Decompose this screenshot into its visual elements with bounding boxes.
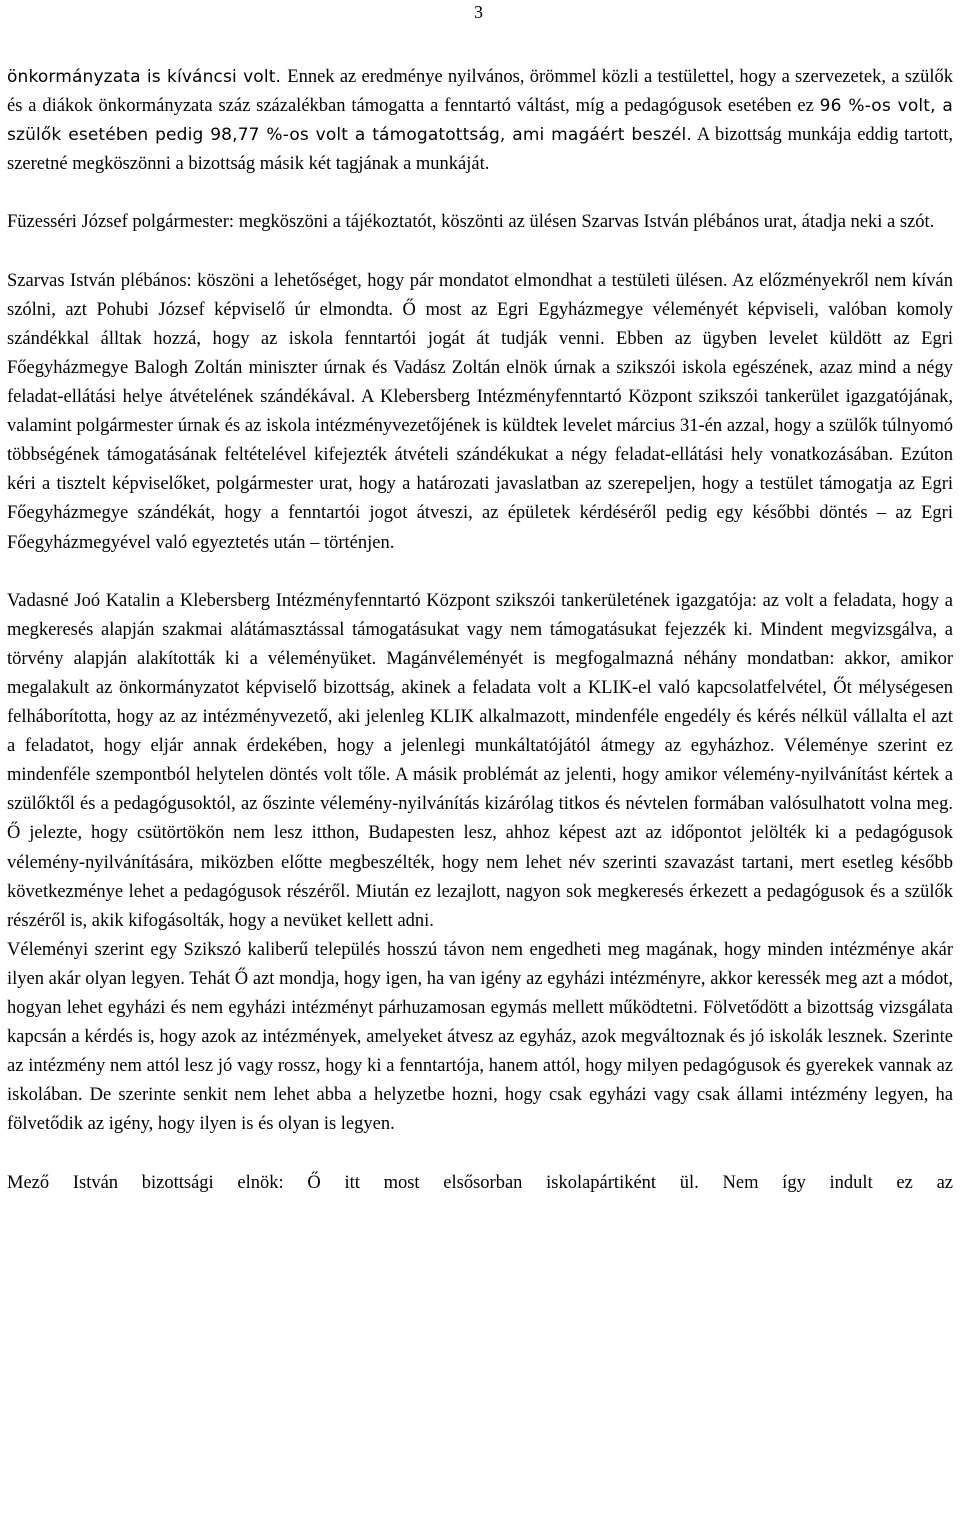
text-segment: Füzesséri József polgármester: megköszöni a tájékoztatót, köszönti az ülésen Szarvas István plébános urat, átadja neki a szót. bbox=[7, 212, 935, 233]
text-segment: Szarvas István plébános: köszöni a lehetőséget, hogy pár mondatot elmondhat a testületi ülésen. Az előzményekről nem kíván szólni, azt Pohubi József képviselő úr elmondta. Ő most az Egri Egyházmegye véleményét képviseli, valóban komoly szándékkal álltak hozzá, hogy az iskola fenntartói jogát át tudják venni. Ebben az ügyben levelet küldött az Egri Főegyházmegye Balogh Zoltán miniszter úrnak és Vadász Zoltán elnök úrnak a szikszói iskola egészének, azaz mind a négy feladat-ellátási helye átvételének szándékával. A Klebersberg Intézményfenntartó Központ szikszói tankerület igazgatójának, valamint polgármester úrnak és az iskola intézményvezetőjének is küldtek levelet március 31-én azzal, hogy a szülők túlnyomó többségének támogatásának feltételével kifejezték átvételi szándékukat a négy feladat-ellátási hely vonatkozásában. Ezúton kéri a tisztelt képviselőket, polgármester urat, hogy a határozati javaslatban az szerepeljen, hogy a testület támogatja az Egri Főegyházmegye szándékát, hogy a fenntartói jogot átveszi, az épületek kérdéséről pedig egy későbbi döntés – az Egri Főegyházmegyével való egyeztetés után – történjen. bbox=[7, 270, 953, 553]
text-segment: Ennek az eredménye nyilvános, örömmel közli a testülettel, hogy a szervezetek, a szülők és a diákok önkormányzata száz százalékban támogatta a fenntartó váltást, míg a pedagógusok esetében ez bbox=[7, 67, 953, 117]
paragraph-committee-chair bbox=[7, 1169, 953, 1198]
text-segment: Mező István bizottsági elnök: Ő itt most elsősorban iskolapártiként ül. Nem így indult ez az bbox=[7, 1172, 953, 1193]
text-segment: 96 %-os volt, a szülők esetében pedig 98,77 %-os volt a támogatottság, ami magáért beszél. bbox=[7, 96, 953, 146]
text-segment: A bizottság munkája eddig tartott, szeretné megköszönni a bizottság másik két tagjának a munkáját. bbox=[7, 125, 953, 175]
paragraph-director-opinion bbox=[7, 936, 953, 1140]
paragraph-director-statement bbox=[7, 587, 953, 936]
text-segment: Véleményi szerint egy Szikszó kaliberű település hosszú távon nem engedheti meg magának, hogy minden intézménye akár ilyen akár olyan legyen. Tehát Ő azt mondja, hogy igen, ha van igény az egyházi intézményre, akkor keressék meg azt a módot, hogyan lehet egyházi és nem egyházi intézményt párhuzamosan egymás mellett működtetni. Fölvetődött a bizottság vizsgálata kapcsán a kérdés is, hogy azok az intézmények, amelyeket átvesz az egyház, azok megváltoznak és jó iskolák lesznek. Szerinte az intézmény nem attól lesz jó vagy rossz, hogy ki a fenntartója, hanem attól, hogy milyen pedagógusok és gyerekek vannak az iskolában. De szerinte senkit nem lehet abba a helyzetbe hozni, hogy csak egyházi vagy csak állami intézmény legyen, ha fölvetődik az igény, hogy ilyen is és olyan is legyen. bbox=[7, 939, 953, 1135]
paragraph-survey-results bbox=[7, 63, 953, 179]
text-segment: önkormányzata is kíváncsi volt. bbox=[7, 67, 288, 87]
paragraph-priest-statement bbox=[7, 267, 953, 558]
page-number: 3 bbox=[474, 2, 483, 22]
document-body bbox=[7, 63, 953, 1198]
paragraph-mayor-remark bbox=[7, 208, 953, 237]
text-segment: Vadasné Joó Katalin a Klebersberg Intézményfenntartó Központ szikszói tankerületének igazgatója: az volt a feladata, hogy a megkeresés alapján szakmai alátámasztással támogatásukat vagy nem támogatásukat fejezzék ki. Mindent megvizsgálva, a törvény alapján alakították ki a véleményüket. Magánvéleményét is megfogalmazná néhány mondatban: akkor, amikor megalakult az önkormányzatot képviselő bizottság, akinek a feladata volt a KLIK-el való kapcsolatfelvétel, Őt mélységesen felháborította, hogy az az intézményvezető, aki jelenleg KLIK alkalmazott, mindenféle engedély és kérés nélkül vállalta el azt a feladatot, hogy eljár annak érdekében, hogy a jelenlegi munkáltatójától átmegy az egyházhoz. Véleménye szerint ez mindenféle szempontból helytelen döntés volt tőle. A másik problémát az jelenti, hogy amikor vélemény-nyilvánítást kértek a szülőktől és a pedagógusoktól, az őszinte vélemény-nyilvánítás kizárólag titkos és névtelen formában valósulhatott volna meg. Ő jelezte, hogy csütörtökön nem lesz itthon, Budapesten lesz, ahhoz képest azt az időpontot jelölték ki a pedagógusok vélemény-nyilvánítására, miközben előtte megbeszélték, hogy nem lehet név szerinti szavazást tartani, mert esetleg később következménye lehet a pedagógusok részéről. Miután ez lezajlott, nagyon sok megkeresés érkezett a pedagógusok és a szülők részéről is, akik kifogásolták, hogy a nevüket kellett adni. bbox=[7, 590, 953, 931]
